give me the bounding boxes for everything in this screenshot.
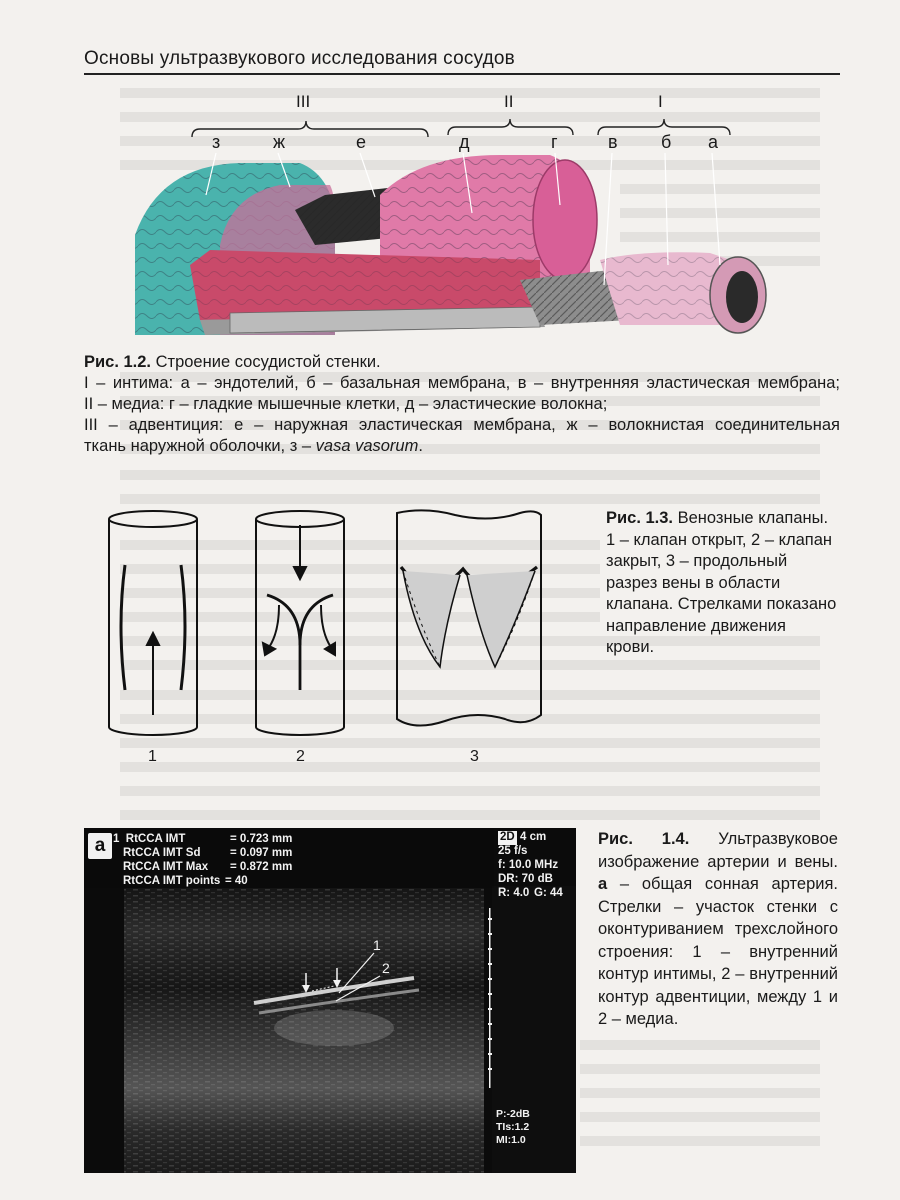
setting-dynamic-range: DR: 70 dB [498, 873, 553, 885]
header-rule [84, 73, 840, 75]
figure-1-2-caption-line-3: III – адвентиция: е – наружная эластическая мембрана, ж – волокнистая соединительная [84, 416, 840, 434]
figure-1-2-caption-line-4: ткань наружной оболочки, з – [84, 437, 316, 455]
figure-1-4-caption [598, 828, 838, 1031]
part-label-g: г [551, 132, 558, 152]
valve-label-3: 3 [470, 748, 479, 765]
valve-label-1: 1 [148, 748, 157, 765]
measurement-value-4: = 40 [225, 875, 248, 887]
figure-1-4-text-1: Ультразвуковое изображение артерии и вены. [598, 830, 838, 871]
figure-1-2-caption-line-2: II – медиа: г – гладкие мышечные клетки, д – эластические волокна; [84, 395, 608, 413]
measurement-value-3: = 0.872 mm [230, 861, 293, 873]
setting-mi: MI:1.0 [496, 1134, 526, 1146]
valve-label-2: 2 [296, 748, 305, 765]
figure-1-4-text-2: – общая сонная артерия. Стрелки – участок стенки с оконтуриванием трехслойного строения: 1 – внутренний контур интимы, 2 – внутренний контур адвентиции, между 1 и 2 – медиа. [598, 875, 838, 1028]
figure-1-2-caption-italic: vasa vasorum [315, 437, 419, 455]
figure-1-2-caption-line-1: I – интима: а – эндотелий, б – базальная мембрана, в – внутренняя эластическая мембрана; [84, 374, 840, 392]
setting-frequency: f: 10.0 MHz [498, 859, 559, 871]
measurement-label-3: RtCCA IMT Max [123, 861, 209, 873]
layer-label-III: III [296, 92, 311, 111]
part-label-d: д [459, 132, 470, 152]
part-label-v: в [608, 132, 618, 152]
measurement-label-2: RtCCA IMT Sd [123, 847, 201, 859]
figure-1-2-title: Строение сосудистой стенки. [155, 353, 381, 371]
figure-1-2-number: Рис. 1.2. [84, 353, 152, 371]
measurement-label-1: 1 RtCCA IMT [113, 833, 186, 845]
setting-tis: TIs:1.2 [496, 1121, 530, 1133]
ultrasound-image [84, 828, 576, 1173]
figure-1-2-caption [84, 352, 840, 457]
measurement-value-1: = 0.723 mm [230, 833, 293, 845]
setting-gain: G: 44 [534, 887, 563, 899]
figure-1-3-caption [606, 508, 838, 659]
figure-1-4-number: Рис. 1.4. [598, 830, 690, 848]
setting-depth: 4 cm [520, 831, 547, 843]
part-label-z: з [212, 132, 221, 152]
part-label-zh: ж [273, 132, 286, 152]
vessel-wall-illustration [120, 85, 835, 345]
part-label-e: е [356, 132, 367, 152]
arrow-label-2: 2 [382, 960, 390, 976]
layer-label-II: II [504, 92, 514, 111]
figure-1-3-number: Рис. 1.3. [606, 509, 674, 527]
setting-mode: 2D [500, 831, 515, 843]
figure-1-4-bold-a: а [598, 875, 608, 893]
panel-label-a: а [88, 833, 112, 859]
venous-valves-illustration [95, 505, 595, 780]
setting-r: R: 4.0 [498, 887, 530, 899]
running-header: Основы ультразвукового исследования сосудов [84, 48, 515, 69]
figure-1-2-caption-end: . [418, 437, 423, 455]
part-label-b: б [661, 132, 672, 152]
arrow-label-1: 1 [373, 937, 381, 953]
setting-power: P:-2dB [496, 1108, 530, 1120]
layer-label-I: I [658, 92, 663, 111]
measurement-value-2: = 0.097 mm [230, 847, 293, 859]
part-label-a: а [708, 132, 719, 152]
figure-1-3-text: Венозные клапаны. 1 – клапан открыт, 2 – клапан закрыт, 3 – продольный разрез вены в области клапана. Стрелками показано направление движения крови. [606, 509, 837, 656]
setting-framerate: 25 f/s [498, 845, 528, 857]
measurement-label-4: RtCCA IMT points [123, 875, 221, 887]
